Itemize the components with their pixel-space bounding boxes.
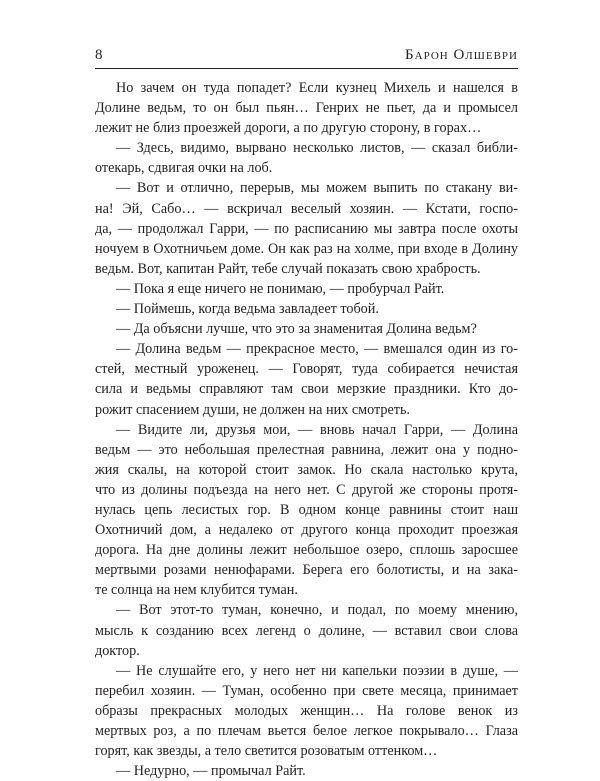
text-line: мертвыми розами ненюфарами. Берега его болотисты, и на зака-	[95, 562, 518, 579]
text-line: горят, как звезды, а тело светится розоватым оттенком…	[95, 743, 438, 760]
text-line: мертвых роз, а по плечам вьется белое легкое покрывало… Глаза	[95, 723, 518, 739]
text-line: — Пока я еще ничего не понимаю, — пробурчал Райт.	[116, 280, 445, 297]
text-line: — Не слушайте его, у него нет ни капельки поэзии в душе, —	[116, 662, 518, 679]
text-line: сила и ведьмы справляют там свои мерзкие праздники. Кто до-	[95, 381, 518, 398]
text-line: — Недурно, — промычал Райт.	[116, 763, 306, 780]
text-line: Долине ведьм, то он был пьян… Генрих не пьет, да и промысел	[95, 100, 518, 117]
text-line: — Поймешь, когда ведьма завладеет тобой.	[116, 301, 379, 318]
body-text	[95, 78, 518, 781]
text-line: что из долины подъезда на него нет. С другой же стороны протя-	[95, 481, 518, 498]
text-line: — Здесь, видимо, вырвано несколько листов, — сказал библи-	[116, 140, 518, 157]
text-line: ведьм. Вот, капитан Райт, тебе случай показать свою храбрость.	[95, 260, 481, 277]
text-line: — Да объясни лучше, что это за знаменитая Долина ведьм?	[116, 321, 477, 338]
text-line: те солнца на нем клубится туман.	[95, 582, 298, 599]
text-line: отекарь, сдвигая очки на лоб.	[95, 160, 273, 177]
text-line: ведьм — это небольшая прелестная равнина, лежит она у подно-	[95, 441, 518, 458]
page-number: 8	[95, 47, 103, 63]
text-line: на! Эй, Сабо… — вскричал веселый хозяин. — Кстати, госпо-	[95, 200, 518, 217]
text-line: нулась цепь лесистых гор. В одном конце равнины стоит наш	[95, 501, 518, 518]
text-line: да, — продолжал Гарри, — по расписанию мы завтра после охоты	[95, 220, 518, 237]
text-line: стей, местный уроженец. — Говорят, туда собирается нечистая	[95, 361, 518, 378]
text-line: доктор.	[95, 642, 140, 659]
running-head-author: Барон Олшеври	[405, 47, 518, 63]
text-line: ночуем в Охотничьем доме. Он как раз на холме, при входе в Долину	[95, 240, 518, 257]
text-line: — Долина ведьм — прекрасное место, — вмешался один из го-	[116, 341, 518, 358]
text-line: — Вот и отлично, перерыв, мы можем выпить по стакану ви-	[116, 180, 518, 197]
text-line: Но зачем он туда попадет? Если кузнец Михель и нашелся в	[116, 80, 518, 96]
text-line: Охотничий дом, а недалеко от другого конца проходит проезжая	[95, 522, 518, 539]
text-line: — Вот этот-то туман, конечно, и подал, по моему мнению,	[116, 602, 518, 619]
page-header	[95, 44, 518, 69]
text-line: лежит не близ проезжей дороги, а по другую сторону, в горах…	[95, 120, 482, 137]
text-line: — Видите ли, друзья мои, — вновь начал Гарри, — Долина	[116, 421, 518, 438]
text-line: образы прекрасных молодых женщин… На голове венок из	[95, 702, 518, 719]
text-line: перебил хозяин. — Туман, особенно при свете месяца, принимает	[95, 682, 518, 699]
text-line: рожит спасением души, не должен на них смотреть.	[95, 401, 410, 418]
text-line: дорога. На дне долины лежит небольшое озеро, сплошь заросшее	[95, 542, 518, 559]
text-line: жия скалы, на которой стоит замок. Но скала настолько крута,	[95, 461, 518, 478]
text-line: мысль к созданию всех легенд о долине, — вставил свои слова	[95, 622, 518, 639]
